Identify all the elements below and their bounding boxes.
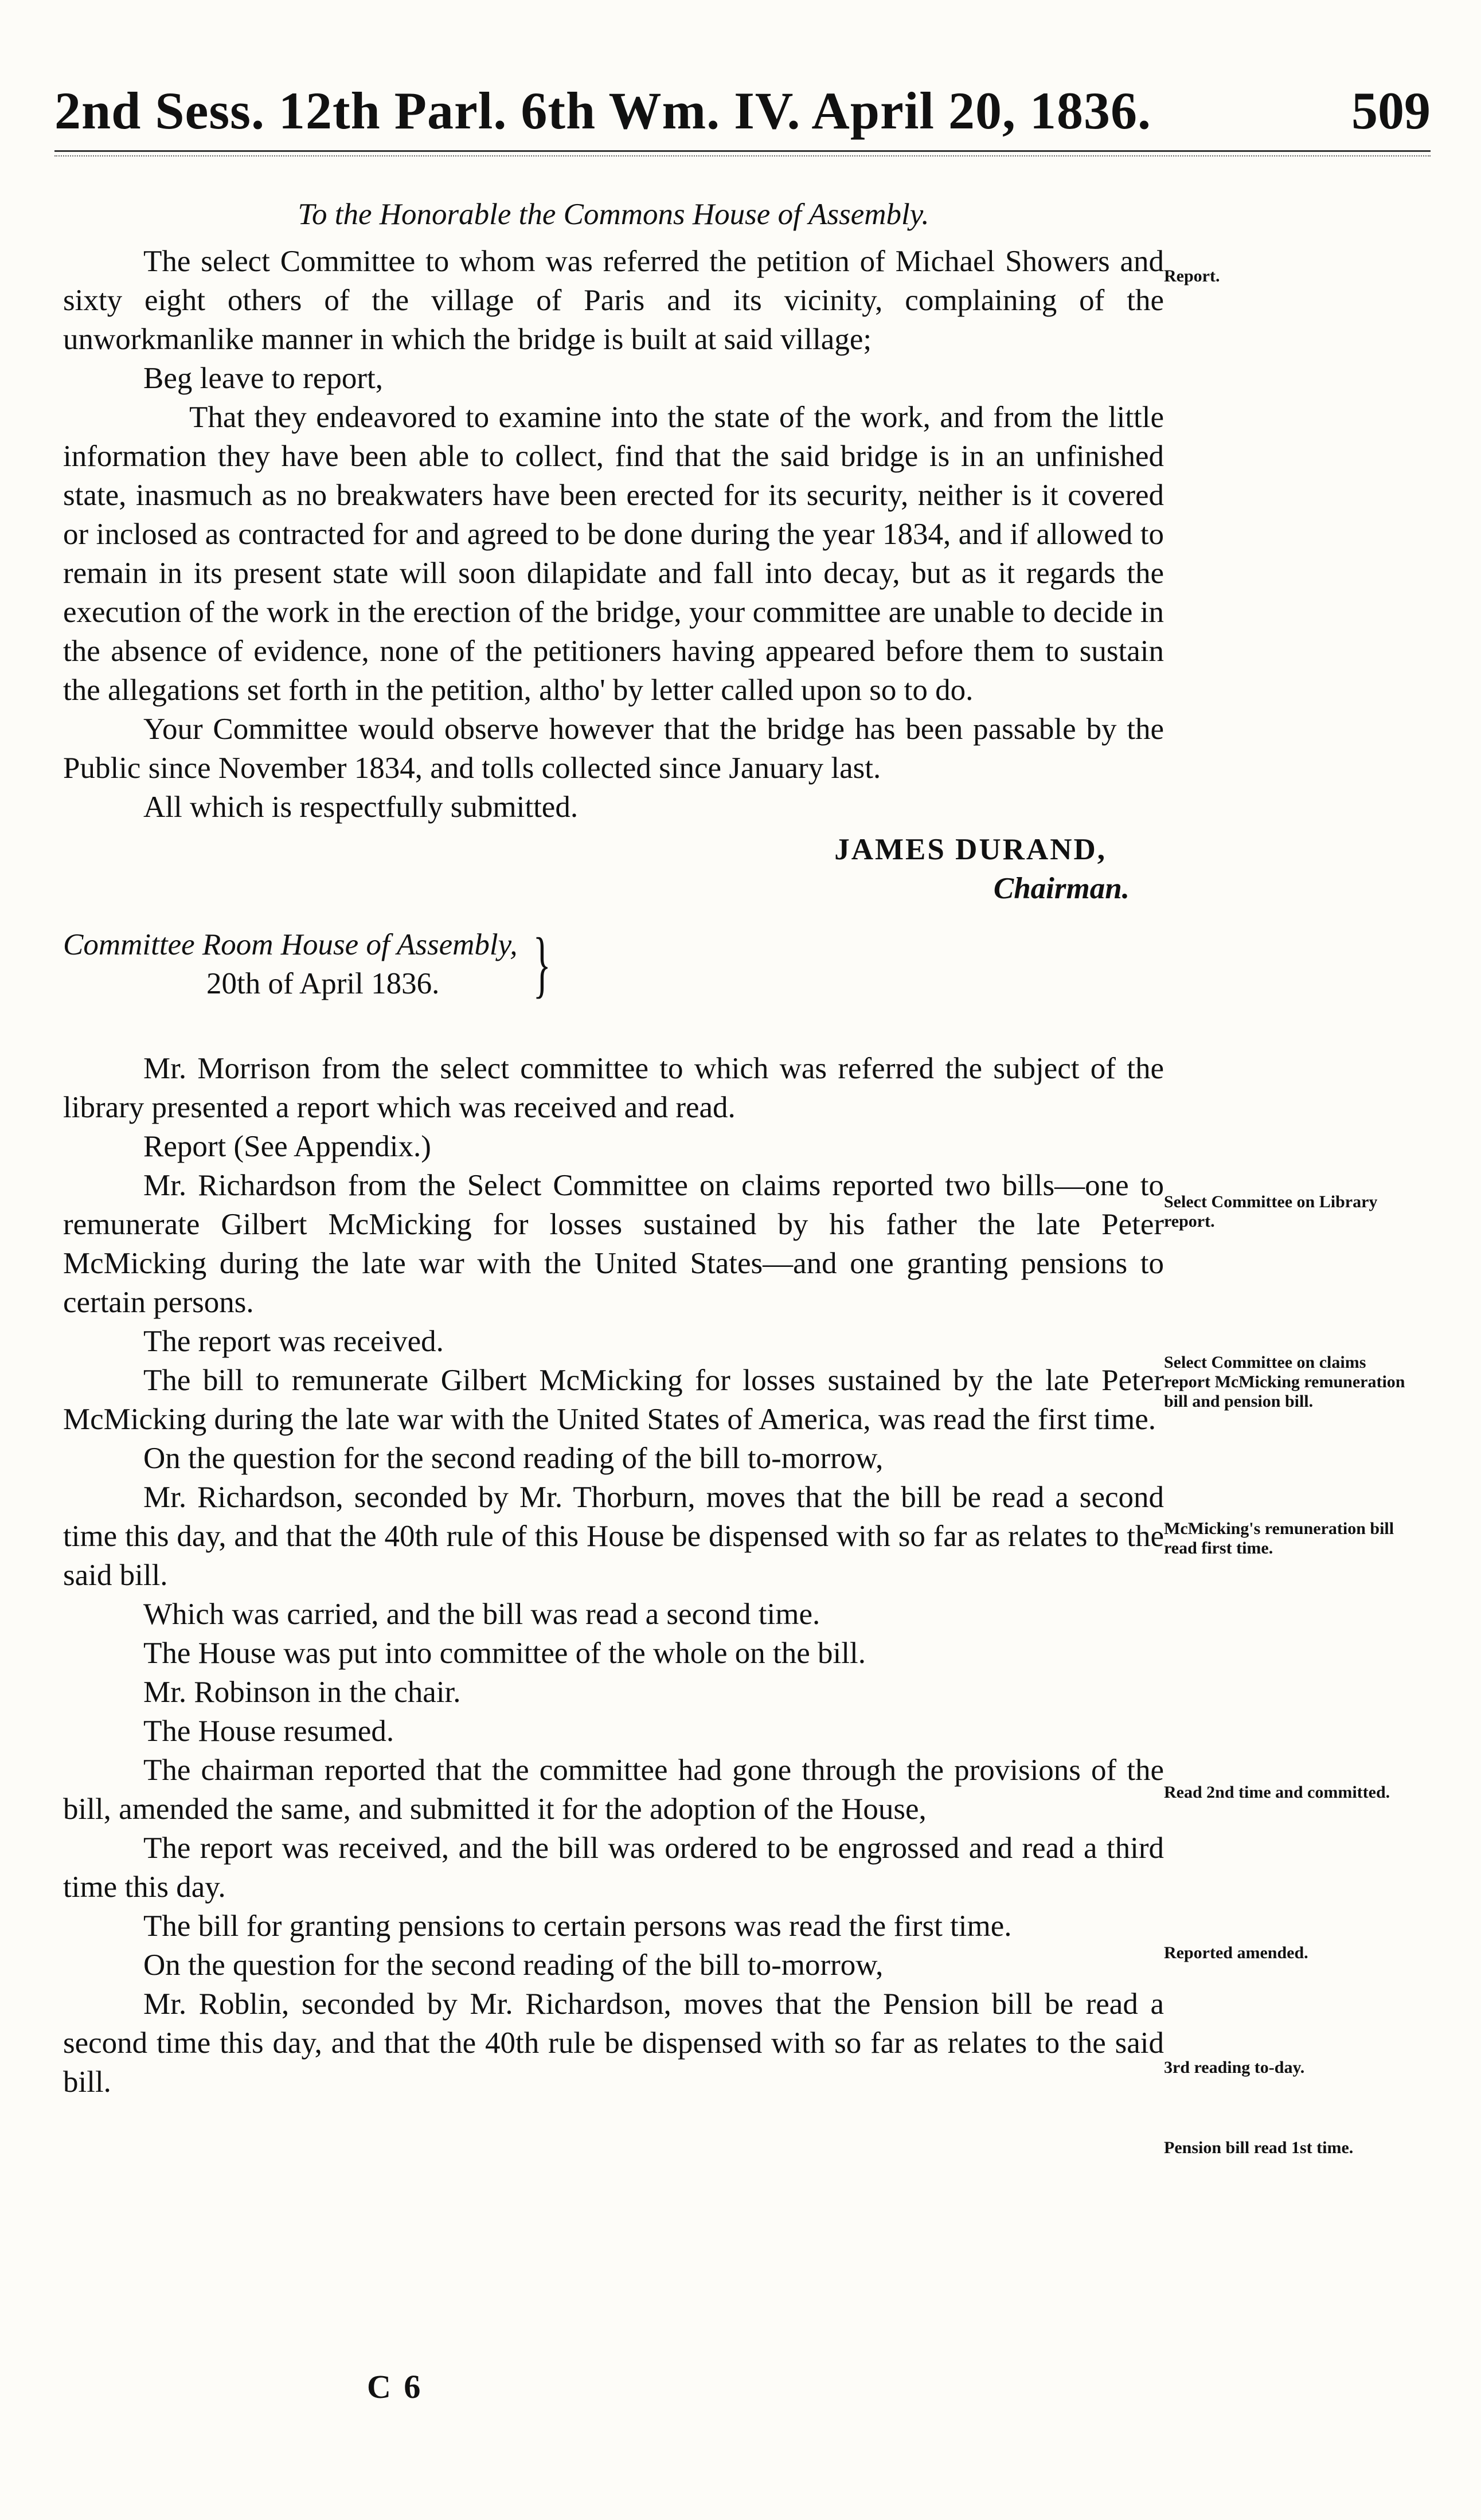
- report-signature: [63, 830, 1164, 908]
- proceedings-paragraph: Report (See Appendix.): [143, 1130, 431, 1163]
- proceedings-paragraph: Mr. Richardson from the Select Committee on claims reported two bills—one to remunerate Gilbert McMicking for losses sustained by his father the late Peter McMicking during the late war with the United States—and one granting pensions to certain persons.: [63, 1169, 1164, 1319]
- proceedings-paragraph: On the question for the second reading of the bill to-morrow,: [143, 1442, 884, 1475]
- report-paragraph: All which is respectfully submitted.: [143, 791, 579, 824]
- page-header: [54, 80, 1431, 155]
- report-dateline: [63, 925, 1164, 1003]
- margin-note-report: Report.: [1164, 267, 1220, 285]
- margin-note-first-reading: McMicking's remuneration bill read first time.: [1164, 1519, 1394, 1558]
- signature-mark: C 6: [367, 2368, 423, 2405]
- proceedings-paragraph: The bill to remunerate Gilbert McMicking for losses sustained by the late Peter McMicking during the late war with the United States of America, was read the first time.: [63, 1364, 1164, 1436]
- brace-glyph: }: [533, 923, 552, 1005]
- signer-name: JAMES DURAND,: [834, 833, 1107, 866]
- body-text: [63, 195, 1164, 2102]
- proceedings-paragraph: The bill for granting pensions to certain persons was read the first time.: [143, 1909, 1012, 1943]
- header-rule: [54, 150, 1431, 156]
- proceedings-paragraph: The House was put into committee of the whole on the bill.: [143, 1637, 866, 1670]
- margin-note-amended: Reported amended.: [1164, 1943, 1308, 1962]
- proceedings-paragraph: Which was carried, and the bill was read a second time.: [143, 1598, 820, 1631]
- proceedings-paragraph: The report was received, and the bill was ordered to be engrossed and read a third time this day.: [63, 1832, 1164, 1904]
- proceedings-paragraph: Mr. Morrison from the select committee to which was referred the subject of the library presented a report which was received and read.: [63, 1052, 1164, 1124]
- dateline-place: Committee Room House of Assembly,: [63, 928, 518, 961]
- report-paragraph: Your Committee would observe however that the bridge has been passable by the Public since November 1834, and tolls collected since January last.: [63, 713, 1164, 785]
- proceedings-paragraph: On the question for the second reading of the bill to-morrow,: [143, 1948, 884, 1982]
- proceedings-paragraph: Mr. Robinson in the chair.: [143, 1676, 461, 1709]
- proceedings-paragraph: The chairman reported that the committee had gone through the provisions of the bill, amended the same, and submitted it for the adoption of the House,: [63, 1754, 1164, 1826]
- margin-note-library: Select Committee on Library report.: [1164, 1192, 1378, 1231]
- proceedings-paragraph: The House resumed.: [143, 1715, 394, 1748]
- signer-title: Chairman.: [993, 872, 1130, 905]
- proceedings-paragraph: The report was received.: [143, 1325, 444, 1358]
- report-paragraph: That they endeavored to examine into the state of the work, and from the little information they have been able to collect, find that the said bridge is in an unfinished state, inasmuch as no breakwaters have been erected for its security, neither is it covered or inclosed as contracted for and agreed to be done during the year 1834, and if allowed to remain in its present state will soon dilapidate and fall into decay, but as it regards the execution of the work in the erection of the bridge, your committee are unable to decide in the absence of evidence, none of the petitioners having appeared before them to sustain the allegations set forth in the petition, altho' by letter called upon so to do.: [63, 401, 1164, 707]
- margin-note-claims: Select Committee on claims report McMicking remuneration bill and pension bill.: [1164, 1353, 1405, 1411]
- proceedings-paragraph: Mr. Roblin, seconded by Mr. Richardson, moves that the Pension bill be read a second time this day, and that the 40th rule be dispensed with so far as relates to the said bill.: [63, 1987, 1164, 2099]
- margin-note-second-reading: Read 2nd time and committed.: [1164, 1783, 1390, 1802]
- running-title: 2nd Sess. 12th Parl. 6th Wm. IV. April 20, 1836.: [54, 81, 1151, 140]
- report-address: To the Honorable the Commons House of Assembly.: [298, 198, 929, 231]
- margin-note-pension: Pension bill read 1st time.: [1164, 2138, 1354, 2157]
- page-number: 509: [1351, 81, 1431, 140]
- margin-note-third-reading: 3rd reading to-day.: [1164, 2058, 1305, 2077]
- dateline-date: 20th of April 1836.: [206, 967, 440, 1000]
- proceedings-paragraph: Mr. Richardson, seconded by Mr. Thorburn, moves that the bill be read a second time this day, and that the 40th rule of this House be dispensed with so far as relates to the said bill.: [63, 1481, 1164, 1592]
- report-paragraph: Beg leave to report,: [143, 362, 383, 395]
- report-paragraph: The select Committee to whom was referred the petition of Michael Showers and sixty eight others of the village of Paris and its vicinity, complaining of the unworkmanlike manner in which the bridge is built at said village;: [63, 245, 1164, 356]
